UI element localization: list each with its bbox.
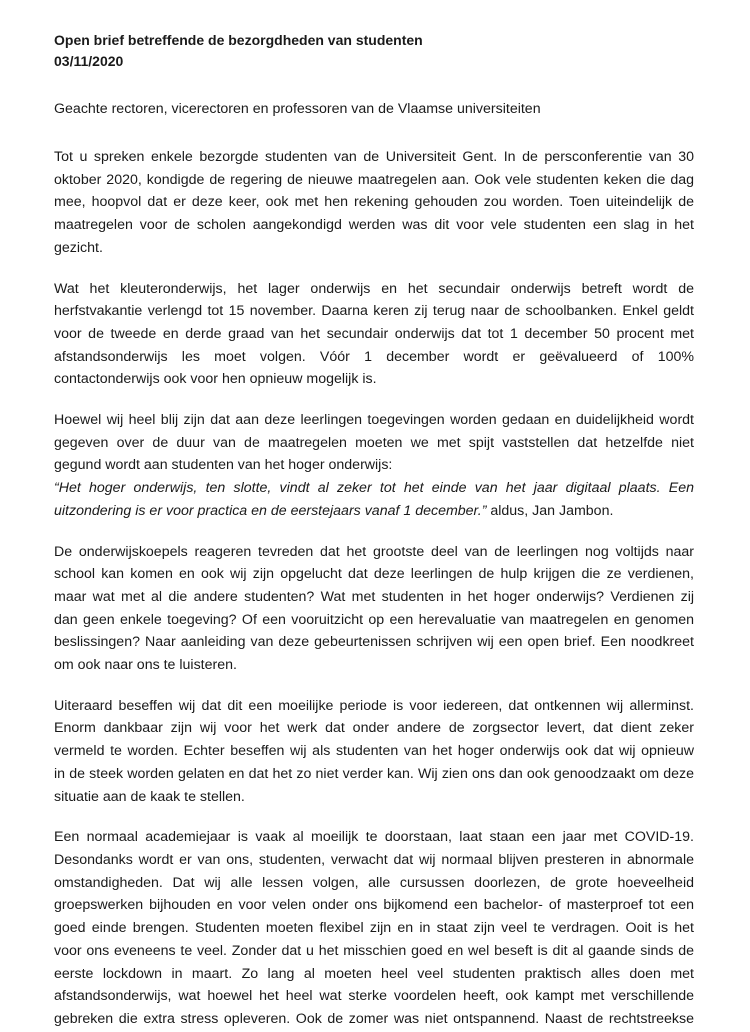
paragraph-line: school kan komen en ook wij zijn opgelucht dat deze leerlingen de hulp krijgen die ze verdienen, [54,566,694,583]
letter-header [54,30,694,72]
paragraph-line: goed einde brengen. Studenten moeten flexibel zijn en in staat zijn veel te verdragen. Ooit is het [54,920,694,937]
paragraph-line: in de steek worden gelaten en dat het zo niet verder kan. Wij zien ons dan ook genoodzaakt om deze [54,765,694,782]
paragraph-line: contactonderwijs ook voor hen opnieuw mogelijk is. [54,371,377,388]
quote-line-with-attribution [54,500,694,523]
paragraph-4 [54,541,694,677]
paragraph-line: Wat het kleuteronderwijs, het lager onderwijs en het secundair onderwijs betreft wordt de [54,280,694,297]
paragraph-line: gebreken die extra stress opleveren. Ook de zomer was niet ontspannend. Naast de rechtstreekse [54,1010,694,1027]
paragraph-2 [54,278,694,392]
paragraph-1 [54,146,694,260]
paragraph-line: oktober 2020, kondigde de regering de nieuwe maatregelen aan. Ook vele studenten keken die dag [54,171,694,188]
paragraph-line: eerste lockdown in maart. Zo lang al moeten heel veel studenten praktisch alles doen met [54,965,694,982]
quote-text: uitzondering is er voor practica en de eerstejaars vanaf 1 december.” [54,502,487,519]
paragraph-line: Hoewel wij heel blij zijn dat aan deze leerlingen toegevingen worden gedaan en duidelijkheid wordt [54,412,694,429]
paragraph-6 [54,826,694,1030]
paragraph-line: voor de tweede en derde graad van het secundair onderwijs dat tot 1 december 50 procent met [54,325,694,342]
paragraph-line: Tot u spreken enkele bezorgde studenten van de Universiteit Gent. In de persconferentie van 30 [54,149,694,165]
paragraph-line: vermeld te worden. Echter beseffen wij als studenten van het hoger onderwijs ook dat wij opnieuw [54,743,694,760]
paragraph-line: groepswerken bijhouden en voor velen onder ons bijkomend een bachelor- of masterproef tot een [54,897,694,914]
paragraph-line: situatie aan de kaak te stellen. [54,788,245,805]
paragraph-line: maatregelen voor de scholen aangekondigd werden was dit voor vele studenten een slag in het [54,217,694,234]
letter-date: 03/11/2020 [54,53,124,69]
paragraph-line: Uiteraard beseffen wij dat dit een moeilijke periode is voor iedereen, dat ontkennen wij allerminst. [54,697,694,714]
paragraph-line: herfstvakantie verlengd tot 15 november. Daarna keren zij terug naar de schoolbanken. Enkel geldt [54,303,694,320]
paragraph-line: Een normaal academiejaar is vaak al moeilijk te doorstaan, laat staan een jaar met COVID-19. [54,829,694,846]
quote-line: “Het hoger onderwijs, ten slotte, vindt al zeker tot het einde van het jaar digitaal plaats. Een [54,480,694,497]
paragraph-line: omstandigheden. Dat wij alle lessen volgen, alle cursussen doorlezen, de grote hoeveelheid [54,874,694,891]
paragraph-line: Desondanks wordt er van ons, studenten, verwacht dat wij normaal blijven presteren in abnormale [54,851,694,868]
salutation: Geachte rectoren, vicerectoren en professoren van de Vlaamse universiteiten [54,101,541,117]
paragraph-line: maar wat met al die andere studenten? Wat met studenten in het hoger onderwijs? Verdienen zij [54,588,694,605]
paragraph-line: dan geen enkele toegeving? Of een vooruitzicht op een herevaluatie van maatregelen en genomen [54,611,694,628]
paragraph-5 [54,695,694,809]
paragraph-line: gezicht. [54,239,103,256]
letter-title: Open brief betreffende de bezorgdheden van studenten [54,32,423,48]
letter-page [54,0,694,1031]
paragraph-line: Enorm dankbaar zijn wij voor het werk dat onder andere de zorgsector levert, dat dient zeker [54,720,694,737]
paragraph-line: gegund wordt aan studenten van het hoger onderwijs: [54,457,393,474]
paragraph-line: De onderwijskoepels reageren tevreden dat het grootste deel van de leerlingen nog voltijds naar [54,543,694,560]
paragraph-line: voor ons eveneens te veel. Zonder dat u het misschien goed en wel beseft is dit al gaande sinds de [54,942,694,959]
quote-attribution: aldus, Jan Jambon. [486,502,614,519]
paragraph-line: afstandsonderwijs, wat hoewel het heel wat sterke voordelen heeft, ook kampt met verschillende [54,988,694,1005]
paragraph-line: gegeven over de duur van de maatregelen moeten we met spijt vaststellen dat hetzelfde niet [54,434,694,451]
paragraph-line: mee, hoopvol dat er deze keer, ook met hen rekening gehouden zou worden. Toen uiteindelijk de [54,194,694,211]
paragraph-line: om ook naar ons te luisteren. [54,657,237,674]
paragraph-3 [54,409,694,523]
paragraph-line: afstandsonderwijs les moet volgen. Vóór 1 december wordt er geëvalueerd of 100% [54,348,694,365]
paragraph-line: beslissingen? Naar aanleiding van deze gebeurtenissen schrijven wij een open brief. Een noodkreet [54,634,694,651]
